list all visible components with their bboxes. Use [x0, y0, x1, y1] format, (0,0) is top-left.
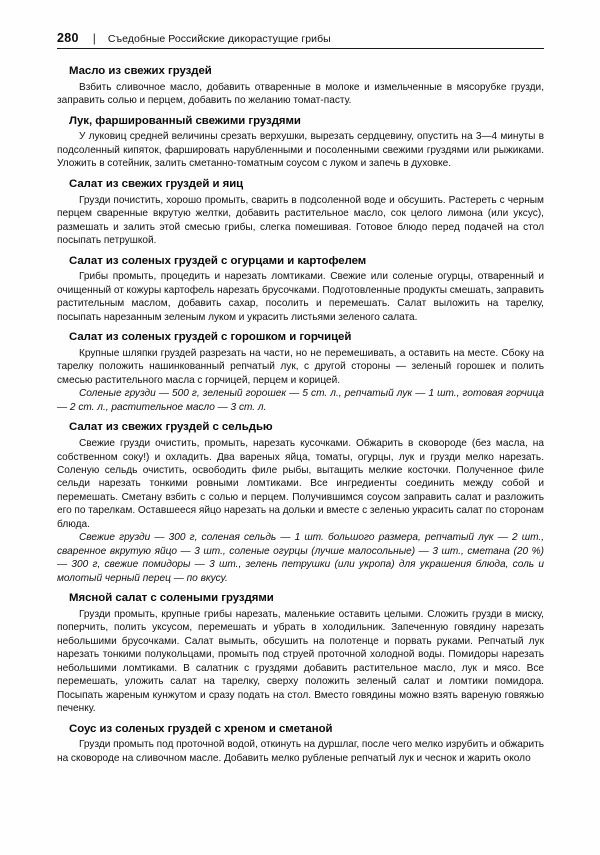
header-rule: [57, 48, 544, 49]
recipe-title: Салат из соленых груздей с горошком и горчицей: [69, 331, 352, 344]
recipe-body: Крупные шляпки груздей разрезать на части, но не перемешивать, а оставить на месте. Сбоку на тарелку положить нашинкованный репчатый лук, с другой стороны — зеленый горошек и полить смесью растительного масла с горчицей, перцем и корицей.: [57, 347, 544, 386]
recipe-title: Мясной салат с солеными груздями: [69, 592, 274, 605]
recipe-ingredients: Свежие грузди — 300 г, соленая сельдь — 1 шт. большого размера, репчатый лук — 2 шт., сваренное вкрутую яйцо — 3 шт., соленые огурцы (лучше малосольные) — 3 шт., сметана (20 %) — 300 г, свежие помидоры — 3 шт., зелень петрушки (или укропа) для украшения блюда, соль и молотый черный перец — по вкусу.: [57, 532, 544, 584]
recipe-title: Соус из соленых груздей с хреном и сметаной: [69, 722, 333, 735]
recipe-body: Грибы промыть, процедить и нарезать ломтиками. Свежие или соленые огурцы, отваренный и очищенный от кожуры картофель нарезать брусочками. Подготовленные продукты смешать, заправить растительным маслом, добавить сахар, посолить и перемешать. Салат выложить на тарелку, посыпать нарезанным зеленым луком и украсить листьями зеленого салата.: [57, 271, 545, 323]
recipe-title: Лук, фаршированный свежими груздями: [69, 114, 301, 127]
recipe-title: Салат из свежих груздей с сельдью: [69, 421, 273, 434]
recipe-body: Грузди почистить, хорошо промыть, сварить в подсоленной воде и обсушить. Растереть с черным перцем сваренные вкрутую желтки, добавить растительное масло, сок целого лимона (или уксус), размешать и залить этой смесью грибы, слегка помешивая. Готовое блюдо перед подачей на стол посыпать петрушкой.: [57, 194, 544, 247]
recipe-ingredients: Соленые грузди — 500 г, зеленый горошек — 5 ст. л., репчатый лук — 1 шт., готовая горчица — 2 ст. л., растительное масло — 3 ст. л.: [57, 388, 544, 413]
recipe-section: [57, 58, 544, 108]
running-head: [57, 31, 544, 45]
recipe-section: [57, 108, 544, 171]
recipe-body: У луковиц средней величины срезать верхушки, вырезать сердцевину, опустить на 3—4 минуты в подсоленный кипяток, фаршировать нарубленными и посоленными свежими груздями или рыжиками. Уложить в сотейник, залить сметанно-томатным соусом с луком и запечь в духовке.: [57, 131, 544, 170]
recipe-title: Салат из свежих груздей и яиц: [69, 177, 244, 190]
recipe-section: [57, 585, 544, 716]
recipe-section: [57, 324, 544, 414]
recipe-body: Грузди промыть, крупные грибы нарезать, маленькие оставить целыми. Сложить грузди в миску, поперчить, полить уксусом, перемешать и убрать в холодильник. Запеченную говядину нарезать небольшими брусочками. Салат вымыть, обсушить на полотенце и порвать руками. Репчатый лук нарезать тонкими полукольцами, промыть под струей проточной холодной воды. Помидоры нарезать небольшими ломтиками. В салатник с груздями добавить растительное масло, лук и мясо. Все перемешать, уложить салат на тарелку, сверху положить зеленый салат и ломтики помидора. Посыпать жареным кунжутом и сразу подать на стол. Вместо говядины можно взять вареную говяжью печенку.: [57, 608, 544, 715]
recipe-body: Свежие грузди очистить, промыть, нарезать кусочками. Обжарить в сковороде (без масла, на собственном соку!) и охладить. Два вареных яйца, томаты, огурцы, лук и грузди мелко нарезать. Соленую сельдь очистить, освободить филе рыбы, вытащить мелкие косточки. Полученное филе сельди нарезать тонкими ровными ломтиками. Все ингредиенты соединить между собой и перемешать. Сметану взбить с солью и перцем. Получившимся соусом заправить салат и разложить его по тарелкам. Оставшееся яйцо нарезать на дольки и вместе с зеленью украсить салат по сторонам блюда.: [57, 438, 544, 530]
text-column: [57, 58, 544, 765]
book-title: Съедобные Российские дикорастущие грибы: [107, 33, 331, 45]
recipe-title: Масло из свежих груздей: [69, 65, 212, 77]
recipe-section: [57, 171, 544, 248]
recipe-section: [57, 414, 544, 585]
recipe-section: [57, 248, 544, 325]
running-head-separator: |: [92, 31, 96, 45]
recipe-title: Салат из соленых груздей с огурцами и картофелем: [69, 254, 367, 267]
recipe-body: Взбить сливочное масло, добавить отваренные в молоке и измельченные в мясорубке грузди, заправить солью и перцем, добавить по желанию томат-пасту.: [57, 81, 544, 107]
page-number: 280: [57, 31, 79, 45]
recipe-section: [57, 716, 544, 766]
recipe-body: Грузди промыть под проточной водой, откинуть на дуршлаг, после чего мелко изрубить и обжарить на сковороде на сливочном масле. Добавить мелко рубленые репчатый лук и чеснок и жарить около: [57, 739, 544, 764]
